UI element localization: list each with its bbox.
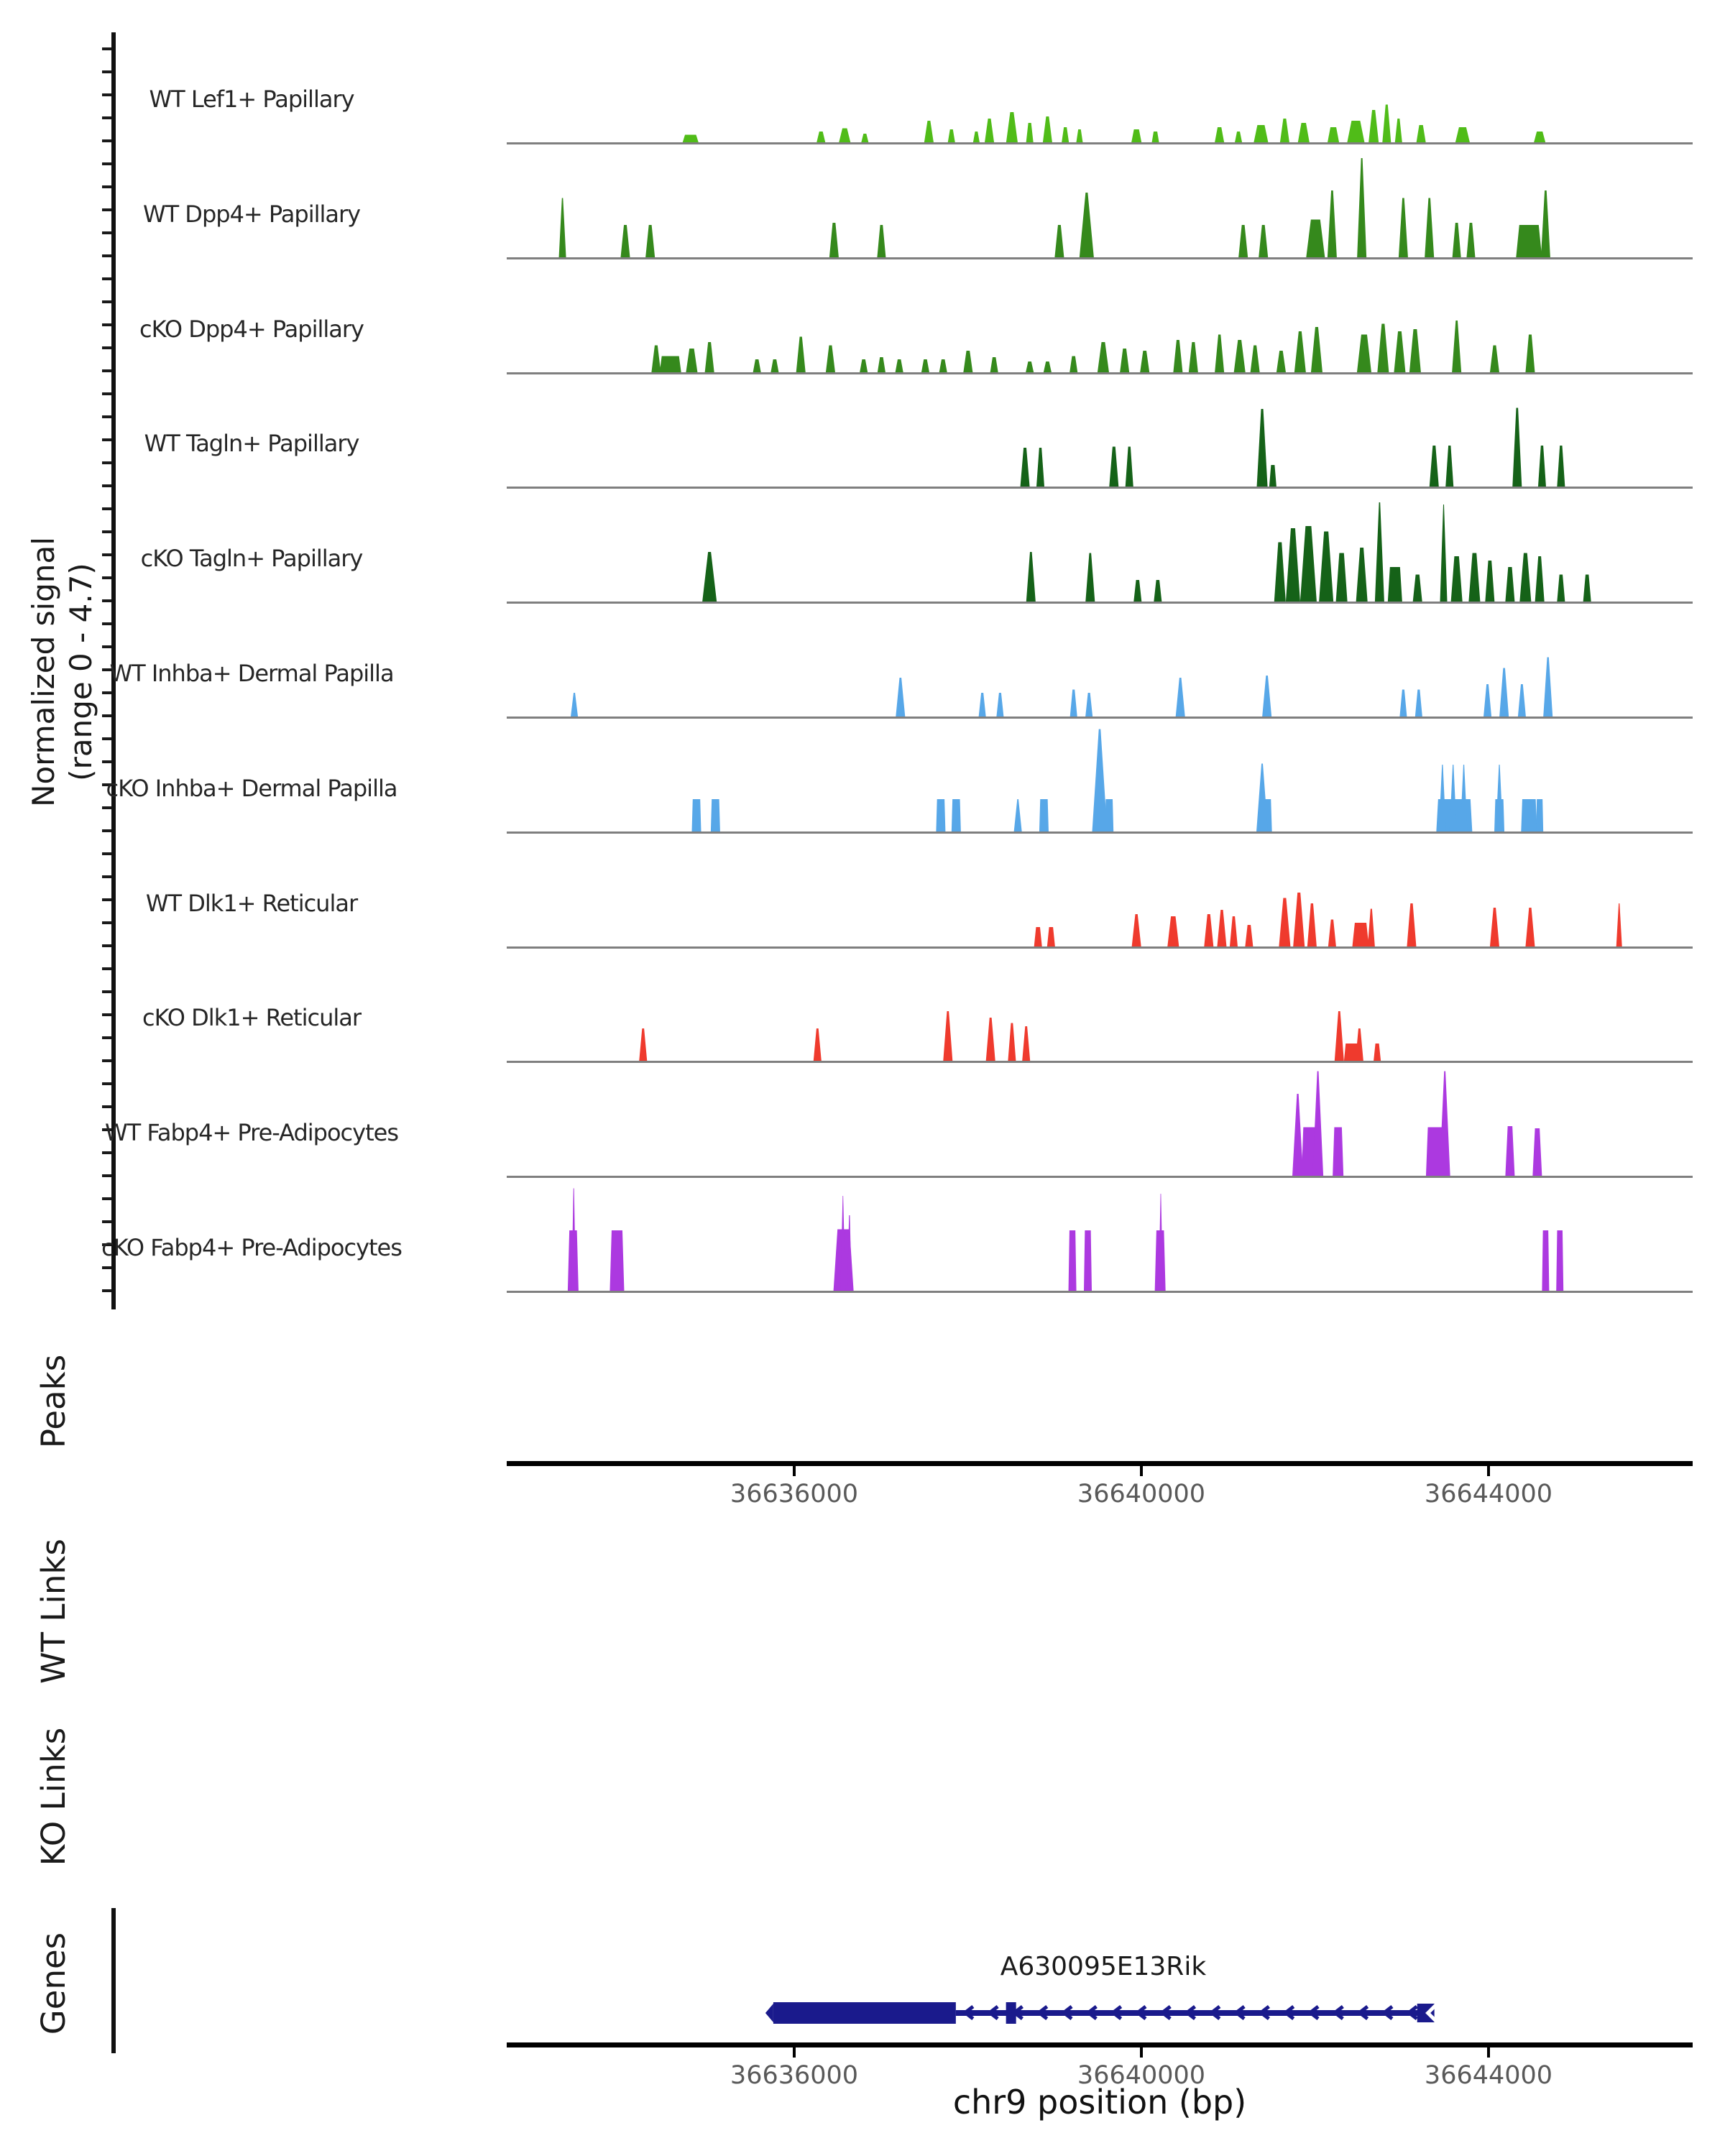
signal-peak (610, 1230, 624, 1291)
signal-peak (973, 132, 980, 142)
signal-peak (1445, 446, 1453, 487)
track-signal (507, 492, 1693, 602)
signal-peak (1516, 225, 1542, 257)
y-axis-tick (102, 967, 111, 970)
signal-peak (948, 129, 955, 142)
signal-peak (1300, 526, 1317, 602)
signal-peak (1085, 553, 1095, 602)
signal-peak (1092, 729, 1108, 832)
signal-peak (1006, 112, 1018, 142)
signal-peak (1140, 351, 1149, 372)
signal-peak (1538, 446, 1546, 487)
y-axis-tick (102, 277, 111, 280)
gene-name-label: A630095E13Rik (1000, 1952, 1207, 1981)
signal-peak (924, 121, 934, 142)
y-axis-tick (102, 530, 111, 533)
signal-peak (1499, 668, 1509, 717)
track-signal (507, 1067, 1693, 1176)
signal-peak (1298, 123, 1310, 142)
signal-peak (1120, 349, 1129, 372)
gene-exon-box (773, 2002, 956, 2024)
signal-peak (1105, 799, 1113, 831)
signal-peak (1259, 225, 1268, 257)
signal-peak (1235, 132, 1242, 142)
signal-peak (826, 346, 835, 373)
signal-peak (1245, 925, 1253, 946)
section-label-genes: Genes (34, 1932, 73, 2035)
signal-peak (1126, 447, 1133, 487)
y-axis-tick (102, 599, 111, 602)
signal-peak (796, 337, 806, 373)
signal-peak (1453, 223, 1461, 257)
signal-peak (1026, 361, 1034, 372)
signal-peak (1395, 119, 1402, 142)
track-baseline (507, 487, 1693, 489)
y-axis-tick (102, 1266, 111, 1269)
signal-peak (1062, 127, 1069, 142)
signal-peak (660, 356, 681, 373)
signal-peak (1430, 446, 1439, 487)
y-axis-tick (102, 1220, 111, 1223)
track-label: WT Tagln+ Papillary (144, 430, 359, 457)
signal-peak (621, 225, 630, 257)
track-signal (507, 33, 1693, 142)
track-baseline (507, 1061, 1693, 1063)
x-axis-tick-label: 36636000 (730, 2061, 859, 2090)
signal-peak (1525, 908, 1535, 946)
signal-peak (1131, 129, 1141, 142)
y-axis-tick (102, 1105, 111, 1108)
section-label-wt-links: WT Links (34, 1539, 73, 1684)
signal-peak (702, 552, 717, 602)
signal-peak (990, 357, 998, 372)
signal-peak (1394, 331, 1405, 372)
signal-peak (1490, 908, 1499, 946)
signal-peak (1204, 914, 1213, 946)
signal-peak (1357, 158, 1366, 257)
signal-peak (692, 799, 702, 831)
signal-peak (1280, 119, 1289, 142)
y-axis-label-line1: Normalized signal (26, 537, 61, 807)
signal-peak (1455, 127, 1470, 142)
signal-peak (1279, 898, 1290, 947)
signal-peak (1328, 920, 1336, 947)
signal-peak (1519, 553, 1531, 602)
section-label-peaks: Peaks (34, 1354, 73, 1449)
signal-peak (753, 359, 761, 372)
signal-peak (1336, 553, 1348, 602)
signal-peak (1542, 1230, 1549, 1291)
signal-peak (1399, 690, 1407, 717)
y-axis-tick (102, 231, 111, 234)
signal-peak (559, 198, 566, 258)
y-axis-tick (102, 875, 111, 878)
track-baseline (507, 946, 1693, 949)
signal-peak (936, 799, 945, 831)
signal-peak (1043, 116, 1052, 142)
signal-peak (1512, 408, 1522, 487)
signal-peak (1536, 799, 1543, 831)
x-axis-tick-label: 36640000 (1077, 2061, 1206, 2090)
signal-peak (860, 359, 868, 372)
signal-peak (1505, 1126, 1514, 1176)
signal-peak (979, 693, 986, 717)
track-baseline (507, 717, 1693, 719)
signal-peak (1014, 799, 1022, 831)
track-signal (507, 263, 1693, 372)
signal-peak (1518, 684, 1526, 717)
signal-peak (1368, 110, 1379, 142)
signal-peak (1616, 903, 1622, 946)
gene-left-arrow-tip (765, 2004, 773, 2022)
signal-peak (1319, 532, 1333, 602)
signal-peak (1525, 335, 1535, 373)
y-axis-tick (102, 1197, 111, 1200)
x-axis-tick (793, 2047, 796, 2058)
signal-peak (1407, 903, 1416, 946)
signal-peak (1450, 765, 1457, 831)
signal-peak (1417, 125, 1426, 142)
y-axis-tick (102, 1082, 111, 1085)
track-baseline (507, 142, 1693, 144)
signal-peak (1269, 465, 1276, 487)
signal-peak (1022, 1026, 1030, 1061)
x-axis-tick (793, 1466, 796, 1476)
signal-peak (1154, 580, 1162, 602)
signal-peak (683, 135, 699, 143)
signal-peak (1039, 799, 1049, 831)
signal-peak (1556, 1230, 1563, 1291)
track-signal (507, 722, 1693, 831)
signal-peak (1377, 324, 1389, 373)
signal-peak (1080, 193, 1094, 257)
signal-peak (1415, 690, 1422, 717)
signal-peak (1293, 893, 1305, 946)
signal-peak (878, 357, 886, 372)
signal-peak (1132, 914, 1141, 946)
track-baseline (507, 831, 1693, 834)
signal-peak (1021, 448, 1030, 487)
signal-peak (1328, 190, 1337, 257)
signal-peak (1167, 916, 1179, 946)
signal-peak (1328, 127, 1339, 142)
signal-peak (1215, 335, 1224, 373)
y-axis-tick (102, 760, 111, 763)
signal-peak (1425, 198, 1434, 258)
signal-peak (1440, 1072, 1450, 1176)
signal-peak (1388, 567, 1402, 602)
signal-peak (1238, 225, 1248, 257)
track-signal (507, 148, 1693, 257)
signal-peak (1008, 1023, 1016, 1061)
signal-peak (816, 132, 825, 142)
signal-peak (1356, 548, 1368, 602)
signal-peak (1257, 409, 1268, 487)
track-label: cKO Tagln+ Papillary (140, 545, 363, 572)
signal-peak (1557, 446, 1565, 487)
signal-peak (1484, 684, 1491, 717)
signal-peak (996, 693, 1003, 717)
signal-peak (1505, 567, 1514, 602)
signal-peak (639, 1028, 647, 1061)
signal-peak (985, 119, 994, 142)
y-axis-tick (102, 921, 111, 924)
y-axis-tick (102, 461, 111, 464)
signal-peak (1217, 910, 1226, 946)
signal-peak (1460, 765, 1468, 831)
y-axis-tick (102, 300, 111, 303)
signal-peak (1440, 505, 1448, 602)
signal-peak (1070, 690, 1077, 717)
signal-peak (1375, 502, 1384, 602)
track-label: WT Lef1+ Papillary (149, 86, 354, 113)
signal-peak (1541, 190, 1550, 257)
signal-peak (896, 678, 905, 717)
x-axis-tick (1487, 1466, 1490, 1476)
track-signal (507, 377, 1693, 487)
signal-peak (1044, 361, 1052, 372)
signal-peak (1496, 765, 1503, 831)
section-label-ko-links: KO Links (34, 1727, 73, 1866)
y-axis-tick (102, 990, 111, 993)
track-signal (507, 607, 1693, 717)
track-label: cKO Fabp4+ Pre-Adipocytes (101, 1234, 402, 1261)
track-label: cKO Dlk1+ Reticular (142, 1004, 362, 1031)
signal-peak (651, 346, 661, 373)
signal-peak (1026, 123, 1034, 142)
y-axis-tick (102, 1174, 111, 1177)
signal-peak (571, 693, 578, 717)
signal-peak (1152, 132, 1159, 142)
y-axis-tick (102, 369, 111, 372)
signal-peak (1069, 1230, 1077, 1291)
y-axis-tick (102, 70, 111, 73)
y-axis-tick (102, 852, 111, 855)
signal-peak (1312, 1072, 1323, 1176)
signal-peak (943, 1011, 952, 1061)
y-axis-tick (102, 346, 111, 349)
track-label: WT Dpp4+ Papillary (142, 201, 361, 228)
signal-peak (1085, 693, 1092, 717)
signal-peak (877, 225, 886, 257)
genome-x-axis (507, 2042, 1693, 2047)
signal-peak (686, 349, 697, 372)
track-baseline (507, 1291, 1693, 1293)
y-axis-tick (102, 645, 111, 648)
y-axis-tick (102, 576, 111, 579)
signal-peak (1286, 528, 1300, 602)
signal-peak (1534, 132, 1545, 142)
signal-peak (1076, 129, 1082, 142)
signal-peak (1557, 575, 1565, 602)
y-axis-tick (102, 829, 111, 832)
signal-peak (1254, 125, 1268, 142)
y-axis-tick (102, 484, 111, 487)
signal-peak (1466, 223, 1475, 257)
track-baseline (507, 257, 1693, 259)
signal-peak (1230, 916, 1238, 946)
y-axis-tick (102, 162, 111, 165)
signal-peak (1292, 1094, 1303, 1176)
track-signal (507, 952, 1693, 1061)
signal-peak (1335, 1011, 1344, 1061)
x-axis-tick-label: 36636000 (730, 1480, 859, 1508)
signal-peak (896, 359, 903, 372)
signal-peak (1451, 556, 1463, 602)
track-label: WT Dlk1+ Reticular (145, 890, 358, 917)
y-axis-tick (102, 185, 111, 188)
signal-peak (1583, 575, 1591, 602)
y-axis-tick (102, 47, 111, 50)
x-axis-tick (1140, 1466, 1143, 1476)
signal-peak (839, 129, 850, 143)
signal-peak (1311, 327, 1322, 372)
signal-peak (1256, 764, 1268, 832)
signal-peak (1452, 321, 1461, 372)
x-axis-title: chr9 position (bp) (952, 2083, 1247, 2122)
signal-peak (1368, 909, 1375, 947)
signal-peak (1382, 105, 1391, 143)
signal-peak (1374, 1044, 1381, 1061)
x-axis-tick-label: 36644000 (1424, 2061, 1553, 2090)
y-axis-label-line2: (range 0 - 4.7) (63, 563, 98, 781)
genes-y-axis-line (111, 1908, 116, 2053)
track-label: WT Inhba+ Dermal Papilla (109, 660, 394, 687)
signal-peak (963, 351, 972, 372)
y-axis-tick (102, 1036, 111, 1039)
y-axis-tick (102, 1289, 111, 1292)
signal-peak (952, 799, 961, 831)
signal-peak (1215, 127, 1224, 142)
x-axis-tick (1140, 2047, 1143, 2058)
signal-peak (1353, 923, 1369, 946)
signal-peak (645, 225, 655, 257)
peaks-x-axis (507, 1461, 1693, 1466)
signal-peak (1532, 1128, 1542, 1176)
y-axis-tick (102, 116, 111, 119)
signal-peak (829, 223, 839, 257)
y-axis-tick (102, 622, 111, 625)
signal-peak (1262, 676, 1271, 717)
track-baseline (507, 1176, 1693, 1178)
signal-peak (711, 799, 720, 831)
signal-peak (921, 359, 929, 372)
signal-peak (986, 1018, 995, 1061)
signal-peak (814, 1028, 822, 1061)
signal-peak (1084, 1230, 1092, 1291)
signal-peak (1347, 121, 1364, 142)
y-axis-tick (102, 737, 111, 740)
signal-peak (1047, 927, 1055, 946)
signal-peak (1173, 340, 1182, 372)
y-axis-tick (102, 254, 111, 257)
signal-peak (1490, 346, 1499, 373)
signal-peak (1070, 356, 1077, 373)
track-signal (507, 1181, 1693, 1291)
track-label: WT Fabp4+ Pre-Adipocytes (105, 1119, 398, 1146)
track-signal (507, 837, 1693, 946)
signal-peak (939, 359, 947, 372)
track-label: cKO Inhba+ Dermal Papilla (106, 775, 397, 802)
signal-peak (1036, 448, 1044, 487)
track-baseline (507, 602, 1693, 604)
signal-peak (1357, 335, 1371, 373)
signal-peak (1251, 346, 1260, 373)
y-axis-tick (102, 1059, 111, 1062)
y-axis-tick (102, 1151, 111, 1154)
signal-peak (1034, 927, 1042, 946)
signal-peak (1054, 225, 1064, 257)
signal-peak (1274, 543, 1286, 602)
signal-peak (1234, 340, 1246, 372)
y-axis-tick (102, 139, 111, 142)
signal-peak (1535, 556, 1545, 602)
signal-peak (861, 134, 868, 142)
signal-peak (1521, 799, 1537, 831)
y-axis-tick (102, 392, 111, 395)
x-axis-tick-label: 36640000 (1077, 1480, 1206, 1508)
signal-peak (1276, 351, 1286, 372)
signal-peak (1189, 342, 1198, 372)
y-axis-tick (102, 714, 111, 717)
y-axis-tick (102, 806, 111, 809)
signal-peak (1409, 329, 1421, 372)
x-axis-tick-label: 36644000 (1424, 1480, 1553, 1508)
signal-peak (1026, 552, 1036, 602)
y-axis-tick (102, 691, 111, 694)
signal-peak (1306, 220, 1325, 258)
signal-peak (1399, 198, 1408, 258)
y-axis-tick (102, 415, 111, 418)
signal-peak (1176, 678, 1185, 717)
signal-peak (770, 359, 778, 372)
x-axis-tick (1487, 2047, 1490, 2058)
signal-peak (1413, 575, 1422, 602)
track-label: cKO Dpp4+ Papillary (139, 315, 364, 343)
signal-peak (1307, 903, 1317, 946)
signal-peak (1133, 580, 1141, 602)
signal-peak (1439, 765, 1446, 831)
signal-peak (1468, 553, 1480, 602)
signal-peak (1333, 1128, 1343, 1176)
y-axis-tick (102, 507, 111, 510)
signal-peak (705, 342, 714, 372)
track-baseline (507, 372, 1693, 374)
signal-peak (1098, 342, 1109, 372)
signal-peak (1294, 331, 1306, 372)
signal-peak (1109, 447, 1118, 487)
y-axis-tick (102, 944, 111, 947)
signal-peak (1485, 561, 1494, 602)
signal-peak (1543, 658, 1552, 717)
